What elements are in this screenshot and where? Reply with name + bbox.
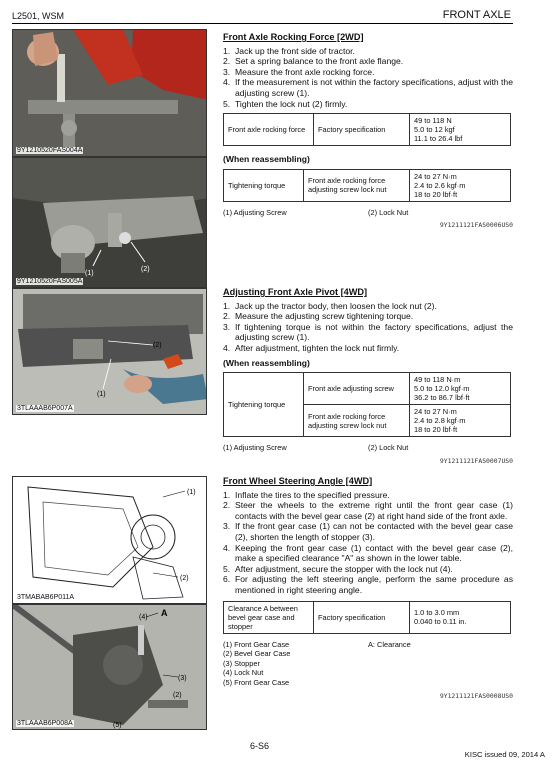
spec-subitem: Front axle adjusting screw: [304, 373, 410, 405]
callout-label: (2): [141, 266, 150, 273]
callout-label: (2): [173, 692, 182, 699]
header-rule: [12, 23, 513, 24]
callout-label: (1): [97, 391, 106, 398]
spec-item: Clearance A between bevel gear case and stopper: [224, 601, 314, 633]
procedure-steps: [223, 46, 513, 110]
legend-item: (2) Lock Nut: [368, 207, 409, 217]
step-item: 3. If tightening torque is not within the factory specifications, adjust the adjusting screw (1).: [223, 321, 513, 343]
step-item: 4. If the measurement is not within the factory specifications, adjust with the adjusting screw (1).: [223, 77, 513, 98]
chapter-title: FRONT AXLE: [442, 9, 511, 21]
step-item: 2. Set a spring balance to the front axle flange.: [223, 56, 404, 67]
legend: [223, 640, 513, 688]
legend-item: (1) Adjusting Screw: [223, 443, 287, 453]
callout-label: (1): [85, 270, 94, 277]
axle-pivot-photo: [13, 289, 207, 415]
figure-rocking-force-photo: [12, 29, 207, 157]
figure-gear-case-drawing: [12, 476, 207, 604]
legend-item: (1) Adjusting Screw: [223, 207, 287, 217]
spec-value: 49 to 118 N 5.0 to 12 kgf 11.1 to 26.4 lbf: [410, 114, 511, 146]
document-code: 9Y1211121FAS0006US0: [439, 221, 513, 230]
section-front-wheel-steering-angle: [223, 476, 513, 701]
subheading-reassembling: (When reassembling): [223, 154, 310, 165]
callout-label: (2): [180, 575, 189, 582]
page-number: 6-S6: [250, 741, 270, 751]
legend: [223, 443, 513, 453]
step-item: 5. After adjustment, secure the stopper with the lock nut (4).: [223, 563, 453, 574]
legend-item: (2) Bevel Gear Case: [223, 649, 291, 659]
spec-type: Factory specification: [314, 601, 410, 633]
manual-model: L2501, WSM: [12, 11, 65, 21]
figure-caption: 9Y1210520FAS004A: [17, 147, 83, 154]
spec-value: 24 to 27 N·m 2.4 to 2.6 kgf·m 18 to 20 lbf·ft: [410, 169, 511, 201]
callout-label: (5): [113, 722, 122, 729]
step-item: 4. After adjustment, tighten the lock nut firmly.: [223, 342, 400, 353]
step-item: 4. Keeping the front gear case (1) contact with the bevel gear case (2), make a specified clearance "A" as shown in the lower table.: [223, 542, 513, 564]
step-item: 1. Jack up the tractor body, then loosen the lock nut (2).: [223, 300, 437, 311]
spec-value: 24 to 27 N·m 2.4 to 2.8 kgf·m 18 to 20 lbf·ft: [410, 405, 511, 437]
spec-item: Front axle rocking force: [224, 114, 314, 146]
spec-table: [223, 601, 511, 634]
step-item: 5. Tighten the lock nut (2) firmly.: [223, 98, 348, 109]
figure-steering-stopper-photo: [12, 604, 207, 730]
section-front-axle-rocking-force: [223, 32, 513, 231]
legend-item: A: Clearance: [368, 639, 411, 649]
spec-value: 1.0 to 3.0 mm 0.040 to 0.11 in.: [410, 601, 511, 633]
figure-caption: 3TLAAAB6P007A: [17, 405, 73, 412]
section-title: Adjusting Front Axle Pivot [4WD]: [223, 287, 368, 297]
step-item: 3. Measure the front axle rocking force.: [223, 66, 375, 77]
legend-item: (3) Stopper: [223, 658, 260, 668]
figure-caption: 3TMABAB6P011A: [17, 594, 75, 601]
spec-item: Tightening torque: [224, 373, 304, 437]
spec-table: [223, 113, 511, 146]
issue-info: KISC issued 09, 2014 A: [464, 750, 545, 759]
step-item: 2. Steer the wheels to the extreme right until the front gear case (1) contacts with the bevel gear case (2) at right hand side of the front axle.: [223, 500, 513, 521]
procedure-steps: [223, 490, 513, 596]
section-adjusting-front-axle-pivot: [223, 287, 513, 466]
figure-caption: 9Y1210520FAS005A: [17, 278, 83, 285]
spec-value: 49 to 118 N·m 5.0 to 12.0 kgf·m 36.2 to 86.7 lbf·ft: [410, 373, 511, 405]
document-code: 9Y1211121FAS0007US0: [439, 456, 513, 465]
legend-column: [223, 640, 368, 688]
callout-label: A: [161, 608, 168, 618]
torque-table: [223, 169, 511, 202]
callout-label: (1): [187, 489, 196, 496]
legend: [223, 208, 513, 218]
legend-item: (1) Front Gear Case: [223, 639, 290, 649]
section-title: Front Axle Rocking Force [2WD]: [223, 32, 364, 42]
figure-axle-pivot-photo: [12, 288, 207, 415]
legend-item: (4) Lock Nut: [223, 668, 264, 678]
legend-item: (2) Lock Nut: [368, 443, 409, 453]
front-axle-flange-photo: [13, 158, 207, 288]
steering-stopper-photo: [13, 605, 207, 730]
spec-type: Factory specification: [314, 114, 410, 146]
section-title: Front Wheel Steering Angle [4WD]: [223, 476, 373, 486]
gear-case-drawing: [13, 477, 207, 604]
step-item: 1. Inflate the tires to the specified pressure.: [223, 489, 390, 500]
step-item: 1. Jack up the front side of tractor.: [223, 45, 355, 56]
spec-item: Tightening torque: [224, 169, 304, 201]
callout-label: (3): [178, 675, 187, 682]
legend-item: (5) Front Gear Case: [223, 677, 290, 687]
step-item: 6. For adjusting the left steering angle, perform the same procedure as mentioned in right steering angle.: [223, 574, 513, 595]
figure-adjusting-screw-photo: [12, 157, 207, 288]
tractor-front-photo: [13, 30, 207, 157]
callout-label: (4): [139, 614, 148, 621]
callout-label: (2): [153, 342, 162, 349]
document-code: 9Y1211121FAS0008US0: [439, 691, 513, 700]
step-item: 3. If the front gear case (1) can not be contacted with the bevel gear case (2), shorten the length of stopper (3).: [223, 521, 513, 542]
spec-subitem: Front axle rocking force adjusting screw lock nut: [304, 405, 410, 437]
procedure-steps: [223, 301, 513, 354]
spec-subitem: Front axle rocking force adjusting screw lock nut: [304, 169, 410, 201]
subheading-reassembling: (When reassembling): [223, 357, 310, 368]
step-item: 2. Measure the adjusting screw tightening torque.: [223, 311, 414, 322]
figure-caption: 3TLAAAB6P008A: [17, 720, 73, 727]
torque-table: [223, 372, 511, 437]
